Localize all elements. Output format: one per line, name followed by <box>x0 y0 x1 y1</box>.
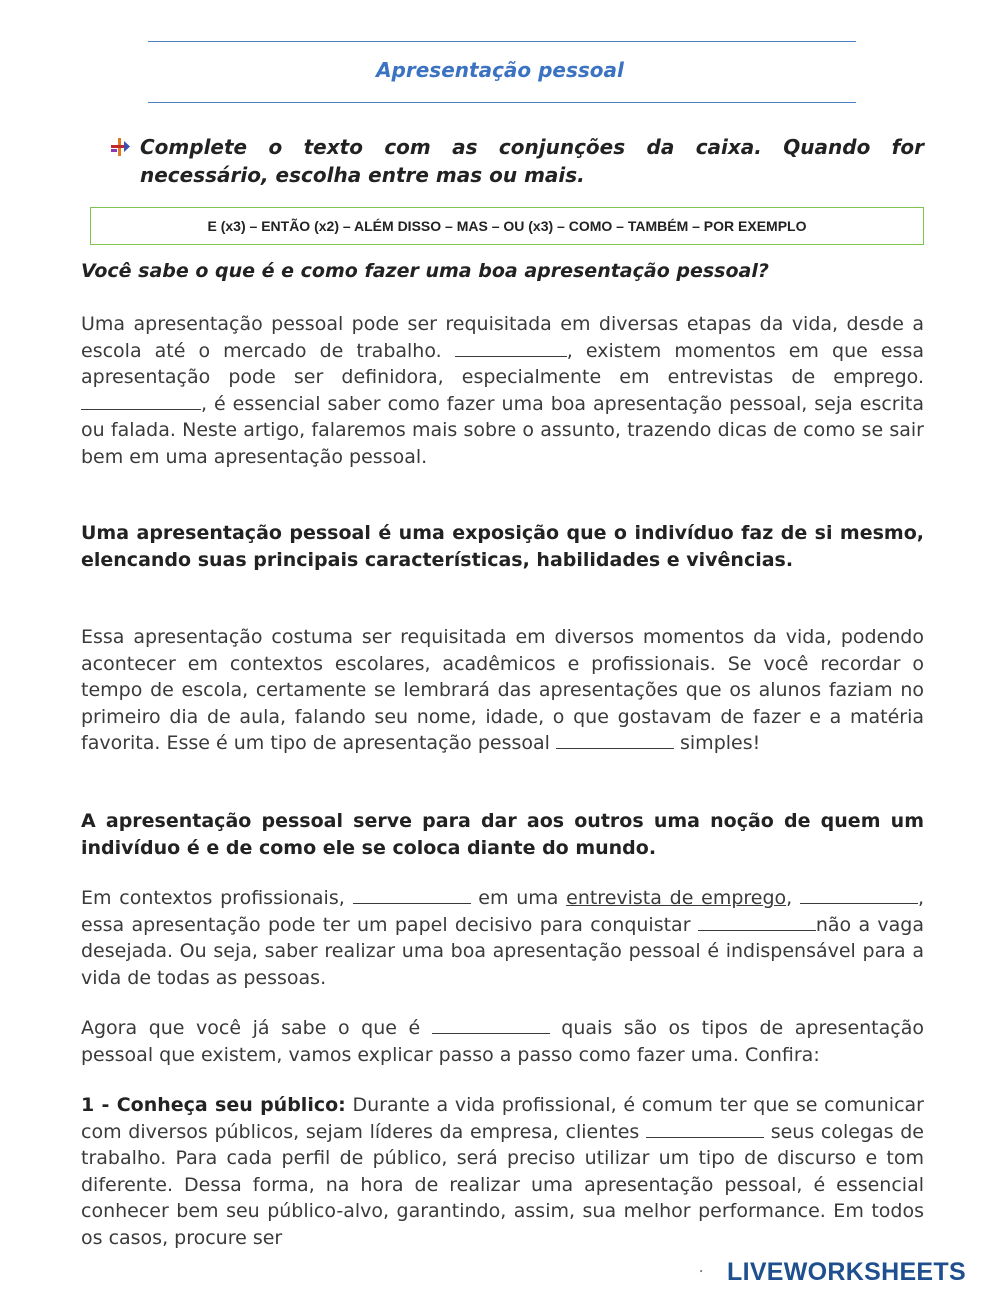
step-1-heading: 1 - Conheça seu público: <box>81 1094 346 1116</box>
blank-2[interactable] <box>81 392 201 410</box>
header-rule-top <box>148 41 856 42</box>
blank-5[interactable] <box>800 886 918 904</box>
paragraph-2-bold: Uma apresentação pessoal é uma exposição que o indivíduo faz de si mesmo, elencando suas principais características, habilidades e vivências. <box>81 522 924 571</box>
paragraph-6: Agora que você já sabe o que é quais são os tipos de apresentação pessoal que existem, vamos explicar passo a passo como fazer uma. Confira: <box>81 1017 924 1066</box>
blank-4[interactable] <box>353 886 471 904</box>
bullet-arrow-icon <box>110 137 130 157</box>
paragraph-4-bold: A apresentação pessoal serve para dar aos outros uma noção de quem um indivíduo é e de como ele se coloca diante do mundo. <box>81 810 924 859</box>
liveworksheets-logo-icon <box>700 1258 726 1284</box>
liveworksheets-logo[interactable]: LIVEWORKSHEETS <box>727 1258 966 1286</box>
blank-3[interactable] <box>556 731 674 749</box>
paragraph-7: 1 - Conheça seu público: Durante a vida profissional, é comum ter que se comunicar com diversos públicos, sejam líderes da empresa, clientes seus colegas de trabalho. Para cada perfil de público, será preciso utilizar um tipo de discurso e tom diferente. Dessa forma, na hora de realizar uma apresentação pessoal, é essencial conhecer bem seu público-alvo, garantindo, assim, sua melhor performance. Em todos os casos, procure ser <box>81 1094 924 1249</box>
link-entrevista-de-emprego[interactable]: entrevista de emprego <box>566 887 787 909</box>
blank-8[interactable] <box>646 1120 764 1138</box>
page-title: Apresentação pessoal <box>376 58 624 82</box>
blank-7[interactable] <box>432 1016 550 1034</box>
blank-1[interactable] <box>455 339 567 357</box>
paragraph-1: Uma apresentação pessoal pode ser requisitada em diversas etapas da vida, desde a escola até o mercado de trabalho. , existem momentos em que essa apresentação pode ser definidora, especialmente em entrevistas de emprego. , é essencial saber como fazer uma boa apresentação pessoal, seja escrita ou falada. Neste artigo, falaremos mais sobre o assunto, trazendo dicas de como se sair bem em uma apresentação pessoal. <box>81 313 924 468</box>
word-bank-box: E (x3) – ENTÃO (x2) – ALÉM DISSO – MAS – OU (x3) – COMO – TAMBÉM – POR EXEMPLO <box>90 207 924 245</box>
instruction-text: Complete o texto com as conjunções da caixa. Quando for necessário, escolha entre mas ou mais. <box>140 135 924 187</box>
blank-6[interactable] <box>698 913 816 931</box>
paragraph-3: Essa apresentação costuma ser requisitada em diversos momentos da vida, podendo acontecer em contextos escolares, acadêmicos e profissionais. Se você recordar o tempo de escola, certamente se lembrará das apresentações que os alunos faziam no primeiro dia de aula, falando seu nome, idade, o que gostavam de fazer e a matéria favorita. Esse é um tipo de apresentação pessoal simples! <box>81 626 924 755</box>
section-question: Você sabe o que é e como fazer uma boa apresentação pessoal? <box>81 260 769 282</box>
header-rule-bottom <box>148 102 856 103</box>
paragraph-5: Em contextos profissionais, em uma entrevista de emprego, , essa apresentação pode ter um papel decisivo para conquistar não a vaga desejada. Ou seja, saber realizar uma boa apresentação pessoal é indispensável para a vida de todas as pessoas. <box>81 887 924 989</box>
